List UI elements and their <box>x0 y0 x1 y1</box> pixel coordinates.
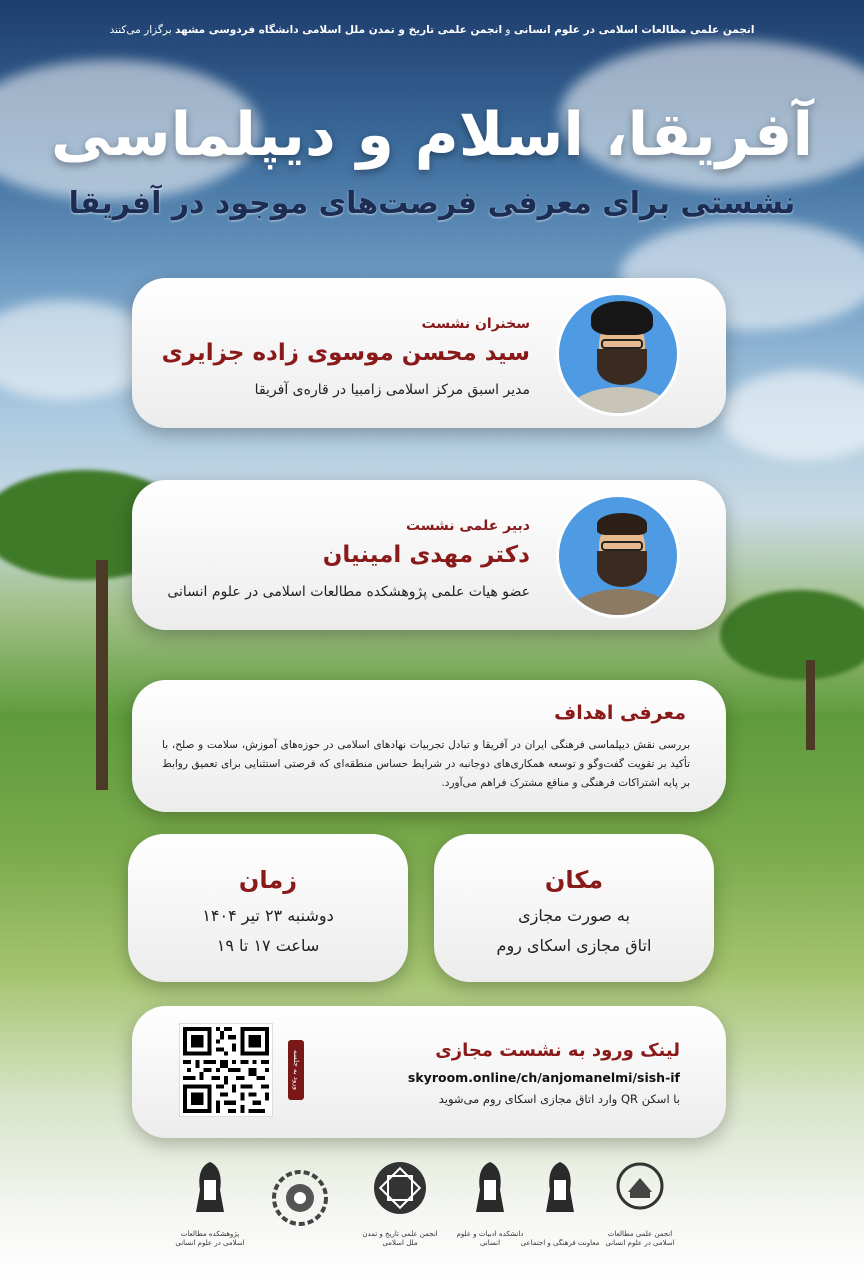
secretary-description: عضو هیات علمی پژوهشکده مطالعات اسلامی در علوم انسانی <box>167 584 530 600</box>
qr-tag: ورود به جلسه <box>288 1040 304 1100</box>
faculty-logo <box>450 1158 530 1248</box>
logo-caption: معاونت فرهنگی و اجتماعی <box>520 1239 600 1247</box>
page-subtitle: نشستی برای معرفی فرصت‌های موجود در آفریقا <box>68 186 796 221</box>
speaker-name: سید محسن موسوی زاده جزایری <box>161 340 530 366</box>
link-note: با اسکن QR وارد اتاق مجازی اسکای روم می‌شوید <box>438 1092 680 1106</box>
sponsor-logos <box>170 1158 690 1248</box>
goals-title: معرفی اهداف <box>554 702 686 724</box>
time-card <box>128 834 408 982</box>
logo-caption: پژوهشکده مطالعات اسلامی در علوم انسانی <box>175 1230 245 1247</box>
secretary-role: دبیر علمی نشست <box>405 518 530 534</box>
secretary-name: دکتر مهدی امینیان <box>322 542 530 568</box>
speaker-description: مدیر اسبق مرکز اسلامی زامبیا در قاره‌ی آفریقا <box>254 382 530 398</box>
speaker-photo <box>556 292 680 416</box>
speaker-role: سخنران نشست <box>421 316 530 332</box>
place-line-2: اتاق مجازی اسکای روم <box>496 936 652 955</box>
acacia-tree <box>720 590 864 680</box>
logo-caption: انجمن علمی مطالعات اسلامی در علوم انسانی <box>605 1230 675 1247</box>
qr-code-icon[interactable] <box>180 1024 272 1116</box>
session-link[interactable]: skyroom.online/ch/anjomanelmi/sish-if <box>407 1070 680 1085</box>
logo-caption: انجمن علمی تاریخ و تمدن ملل اسلامی <box>362 1230 438 1247</box>
time-line-1: دوشنبه ۲۳ تیر ۱۴۰۴ <box>202 906 334 925</box>
history-association-logo <box>360 1158 440 1248</box>
speaker-card <box>132 278 726 428</box>
secretary-photo <box>556 494 680 618</box>
seal-logo <box>260 1158 340 1248</box>
goals-text: بررسی نقش دیپلماسی فرهنگی ایران در آفریقا و تبادل تجربیات نهادهای اسلامی در حوزه‌های آموزش، سلامت و صلح، با تأکید بر تقویت گفت‌وگو و توسعه همکاری‌های دوجانبه در شرایط حساس منطقه‌ای که فرصتی استثنایی برای تعمیق روابط بر پایه اشتراکات فرهنگی و منافع مشترک فراهم می‌آورد. <box>162 739 690 789</box>
logo-caption: دانشکده ادبیات و علوم انسانی <box>456 1230 524 1247</box>
place-card <box>434 834 714 982</box>
organizers-suffix: برگزار می‌کنند <box>109 24 175 36</box>
organizers-text-2: انجمن علمی تاریخ و تمدن ملل اسلامی دانشگاه فردوسی مشهد <box>174 24 503 36</box>
cloud <box>720 370 864 460</box>
link-card <box>132 1006 726 1138</box>
place-line-1: به صورت مجازی <box>518 906 630 925</box>
place-title: مکان <box>544 866 604 894</box>
research-institute-logo <box>170 1158 250 1248</box>
time-title: زمان <box>238 866 298 894</box>
link-title: لینک ورود به نشست مجازی <box>435 1040 680 1061</box>
organizers-and: و <box>502 24 514 36</box>
organizers-text: انجمن علمی مطالعات اسلامی در علوم انسانی <box>513 24 755 36</box>
page-title: آفریقا، اسلام و دیپلماسی <box>50 100 814 170</box>
cultural-deputy-logo <box>520 1158 600 1248</box>
islamic-studies-association-logo <box>600 1158 680 1248</box>
secretary-card <box>132 480 726 630</box>
organizers-line <box>30 24 834 36</box>
tree-trunk <box>96 560 108 790</box>
goals-card <box>132 680 726 812</box>
time-line-2: ساعت ۱۷ تا ۱۹ <box>216 936 320 955</box>
tree-trunk <box>806 660 815 750</box>
